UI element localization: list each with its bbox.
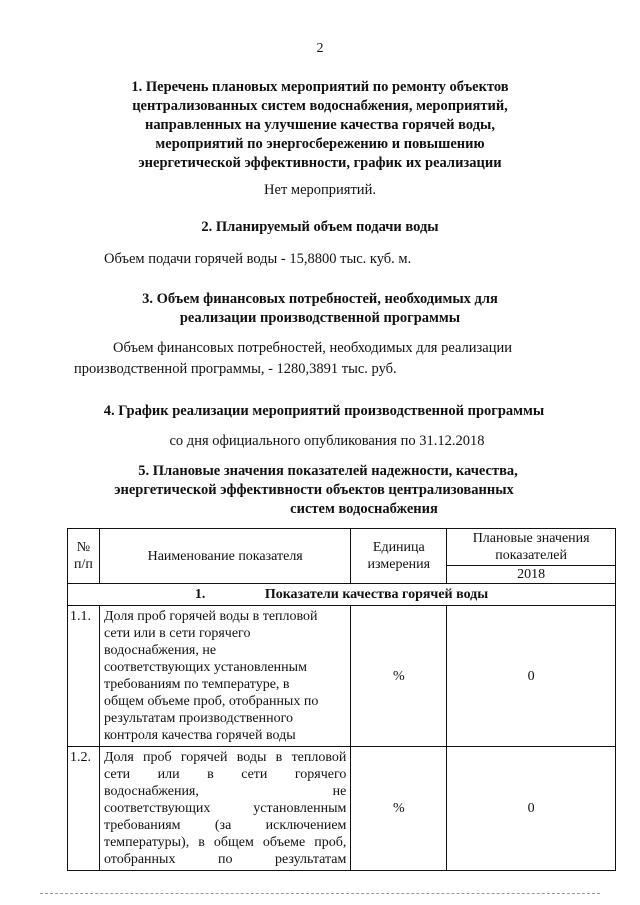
- indicators-table: [67, 528, 616, 871]
- page-bottom-divider: [40, 893, 600, 895]
- section4-heading: 4. График реализации мероприятий производственной программы: [103, 403, 545, 419]
- section5-heading-line: 5. Плановые значения показателей надежности, качества,: [138, 463, 518, 479]
- section-number: 1.: [194, 587, 206, 602]
- page-number: 2: [316, 41, 324, 56]
- section1-heading-line: мероприятий по энергосбережению и повышению: [155, 136, 485, 152]
- row-name-line: сети или в сети горячего: [103, 626, 251, 641]
- row-num: 1.1.: [68, 606, 100, 747]
- row-name-line: соответствующих установленным: [103, 801, 347, 816]
- row-name-line: сети или в сети горячего: [103, 767, 347, 782]
- section4-body: со дня официального опубликования по 31.12.2018: [169, 433, 485, 449]
- section-title-cell: [68, 584, 616, 606]
- row-num: 1.2.: [68, 747, 100, 871]
- section-title: Показатели качества горячей воды: [264, 587, 489, 602]
- row-name-line: Доля проб горячей воды в тепловой: [103, 609, 318, 624]
- section1-heading-line: централизованных систем водоснабжения, мероприятий,: [132, 98, 508, 114]
- section3-heading: [0, 290, 640, 328]
- row-name-line: общем объеме проб, отобранных по: [103, 694, 319, 709]
- section1-heading-line: направленных на улучшение качества горячей воды,: [144, 117, 495, 133]
- section2-body: Объем подачи горячей воды - 15,8800 тыс. куб. м.: [104, 251, 412, 267]
- row-name: [99, 606, 350, 747]
- header-year: 2018: [447, 566, 616, 584]
- table-row: [68, 747, 616, 871]
- row-unit: %: [351, 606, 447, 747]
- section5-heading: [8, 462, 640, 519]
- row-name-line: отобранных по результатам: [103, 852, 347, 867]
- row-value: 0: [447, 747, 616, 871]
- section3-body-line2: производственной программы, - 1280,3891 тыс. руб.: [74, 361, 397, 377]
- header-unit: Единица измерения: [351, 529, 447, 584]
- section2-heading: 2. Планируемый объем подачи воды: [201, 219, 439, 235]
- row-name-line: требованиям по температуре, в: [103, 677, 290, 692]
- row-unit: %: [351, 747, 447, 871]
- row-name-line: Доля проб горячей воды в тепловой: [103, 750, 347, 765]
- row-name-line: требованиям (за исключением: [103, 818, 347, 833]
- section3-heading-line: реализации производственной программы: [179, 310, 461, 326]
- section3-heading-line: 3. Объем финансовых потребностей, необходимых для: [142, 291, 498, 307]
- section1-heading-line: 1. Перечень плановых мероприятий по ремонту объектов: [131, 79, 509, 95]
- row-name-line: контроля качества горячей воды: [103, 728, 296, 743]
- header-num: № п/п: [68, 529, 100, 584]
- row-value: 0: [447, 606, 616, 747]
- section1-heading: [0, 78, 640, 173]
- row-name-line: соответствующих установленным: [103, 660, 307, 675]
- row-name-line: водоснабжения, не: [103, 643, 217, 658]
- table-row: [68, 606, 616, 747]
- row-name-line: температуры), в общем объеме проб,: [103, 835, 347, 850]
- section5-heading-line: систем водоснабжения: [290, 501, 438, 517]
- header-planned: Плановые значения показателей: [447, 529, 616, 566]
- section1-body: Нет мероприятий.: [264, 182, 376, 198]
- section1-heading-line: энергетической эффективности, график их реализации: [138, 155, 502, 171]
- row-name-line: результатам производственного: [103, 711, 294, 726]
- row-name-line: водоснабжения, не: [103, 784, 347, 799]
- header-name: Наименование показателя: [99, 529, 350, 584]
- row-name: [99, 747, 350, 871]
- table-header-row: [68, 529, 616, 566]
- section3-body-line1: Объем финансовых потребностей, необходимых для реализации: [113, 340, 512, 356]
- table-section-row: [68, 584, 616, 606]
- section5-heading-line: энергетической эффективности объектов централизованных: [114, 482, 514, 498]
